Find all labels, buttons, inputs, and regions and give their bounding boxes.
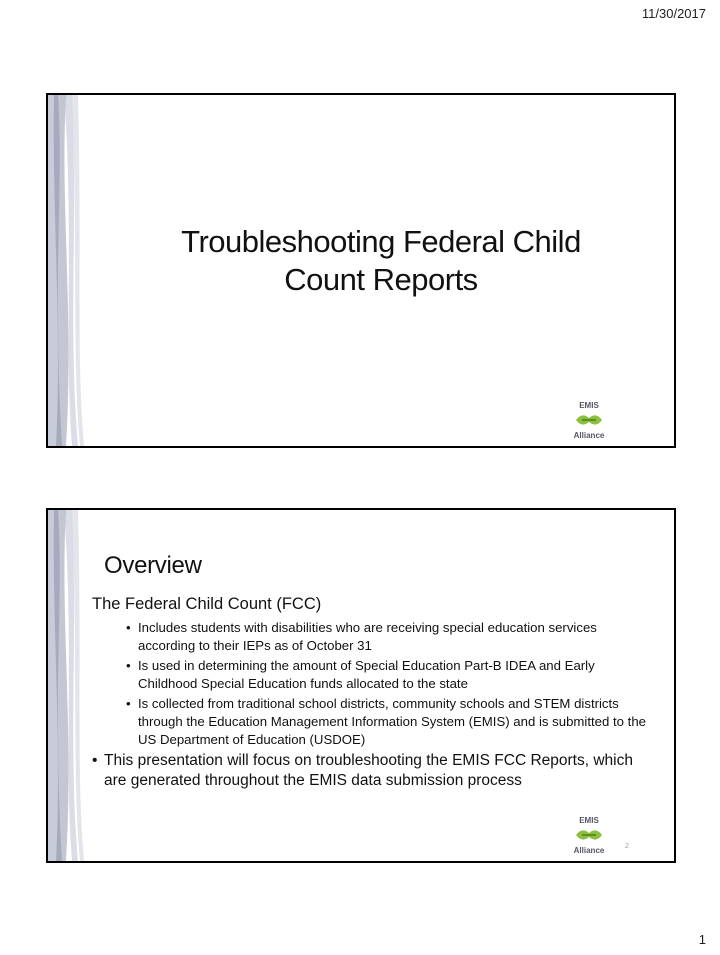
page-number: 1	[698, 932, 706, 947]
slide-title	[46, 93, 676, 448]
ribbon-decoration	[48, 95, 88, 446]
ribbon-decoration	[48, 510, 88, 861]
header-date: 11/30/2017	[641, 6, 706, 21]
logo-text-bottom: Alliance	[573, 846, 605, 855]
emis-alliance-logo	[560, 401, 618, 441]
title-line-2: Count Reports	[284, 262, 478, 297]
logo-text-bottom: Alliance	[573, 431, 605, 440]
sub-bullet: • Includes students with disabilities who are receiving special education services according to their IEPs as of October 31	[126, 619, 650, 655]
overview-title: Overview	[104, 552, 202, 579]
sub-bullet: • Is collected from traditional school districts, community schools and STEM districts through the Education Management Information System (EMIS) and is submitted to the US Department of Education (USDOE)	[126, 695, 650, 749]
slide-overview	[46, 508, 676, 863]
handshake-icon	[574, 825, 604, 845]
handshake-icon	[574, 410, 604, 430]
overview-body	[92, 594, 650, 791]
logo-text-top: EMIS	[579, 816, 599, 825]
sub-bullet: • Is used in determining the amount of Special Education Part-B IDEA and Early Childhood Special Education funds allocated to the state	[126, 657, 650, 693]
intro-text: The Federal Child Count (FCC)	[92, 595, 322, 613]
title-line-1: Troubleshooting Federal Child	[181, 224, 581, 259]
logo-text-top: EMIS	[579, 401, 599, 410]
emis-alliance-logo	[560, 816, 618, 856]
main-bullet: • This presentation will focus on troubleshooting the EMIS FCC Reports, which are generated throughout the EMIS data submission process	[92, 751, 650, 791]
slide-number: 2	[625, 843, 629, 850]
slide-title-text	[128, 223, 634, 299]
